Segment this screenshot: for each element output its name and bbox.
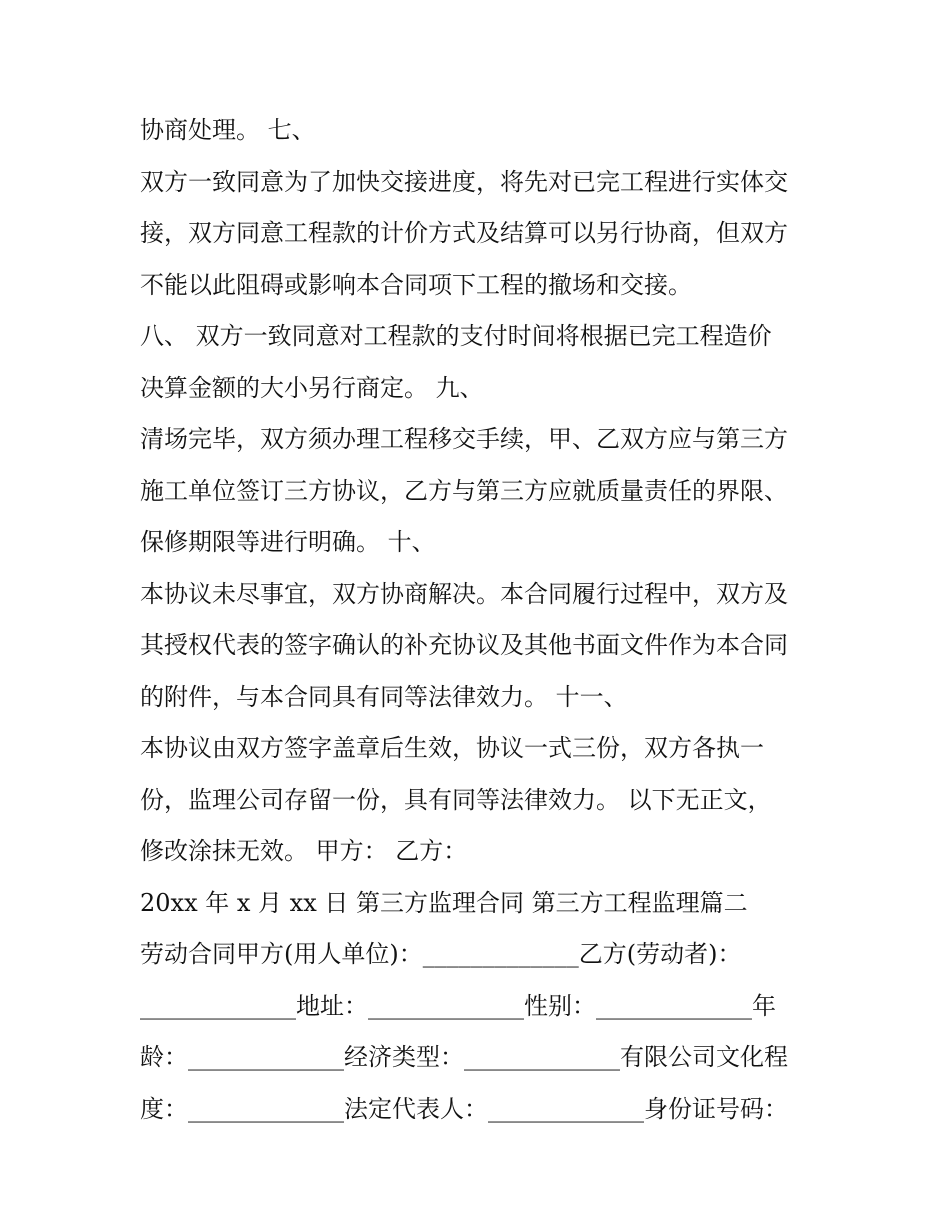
text-line: 本协议未尽事宜，双方协商解决。本合同履行过程中，双方及 bbox=[140, 580, 788, 608]
text-line: 不能以此阻碍或影响本合同项下工程的撤场和交接。 bbox=[140, 271, 692, 299]
text-line: 修改涂抹无效。 甲方： 乙方： bbox=[140, 837, 468, 865]
text-line: 劳动合同甲方(用人单位)：_____________乙方(劳动者)： bbox=[140, 940, 742, 968]
text-line: 协商处理。 七、 bbox=[140, 116, 316, 144]
text-line: 决算金额的大小另行商定。 九、 bbox=[140, 374, 484, 402]
text-line: 的附件，与本合同具有同等法律效力。 十一、 bbox=[140, 683, 628, 711]
text-line: 度：_____________法定代表人：_____________身份证号码： bbox=[140, 1095, 788, 1123]
text-line: 双方一致同意为了加快交接进度，将先对已完工程进行实体交 bbox=[140, 168, 788, 196]
text-line: 其授权代表的签字确认的补充协议及其他书面文件作为本合同 bbox=[140, 631, 788, 659]
text-line: 本协议由双方签字盖章后生效，协议一式三份，双方各执一 bbox=[140, 734, 764, 762]
text-line: 20xx 年 x 月 xx 日 第三方监理合同 第三方工程监理篇二 bbox=[140, 889, 748, 917]
text-line: _____________地址：_____________性别：_____________年 bbox=[140, 992, 776, 1020]
text-line: 龄：_____________经济类型：_____________有限公司文化程 bbox=[140, 1043, 788, 1071]
text-line: 份，监理公司存留一份，具有同等法律效力。 以下无正文， bbox=[140, 786, 772, 814]
text-line: 清场完毕，双方须办理工程移交手续，甲、乙双方应与第三方 bbox=[140, 425, 788, 453]
text-line: 施工单位签订三方协议，乙方与第三方应就质量责任的界限、 bbox=[140, 477, 788, 505]
text-line: 接，双方同意工程款的计价方式及结算可以另行协商，但双方 bbox=[140, 219, 788, 247]
text-line: 保修期限等进行明确。 十、 bbox=[140, 528, 436, 556]
text-line: 八、 双方一致同意对工程款的支付时间将根据已完工程造价 bbox=[140, 322, 772, 350]
